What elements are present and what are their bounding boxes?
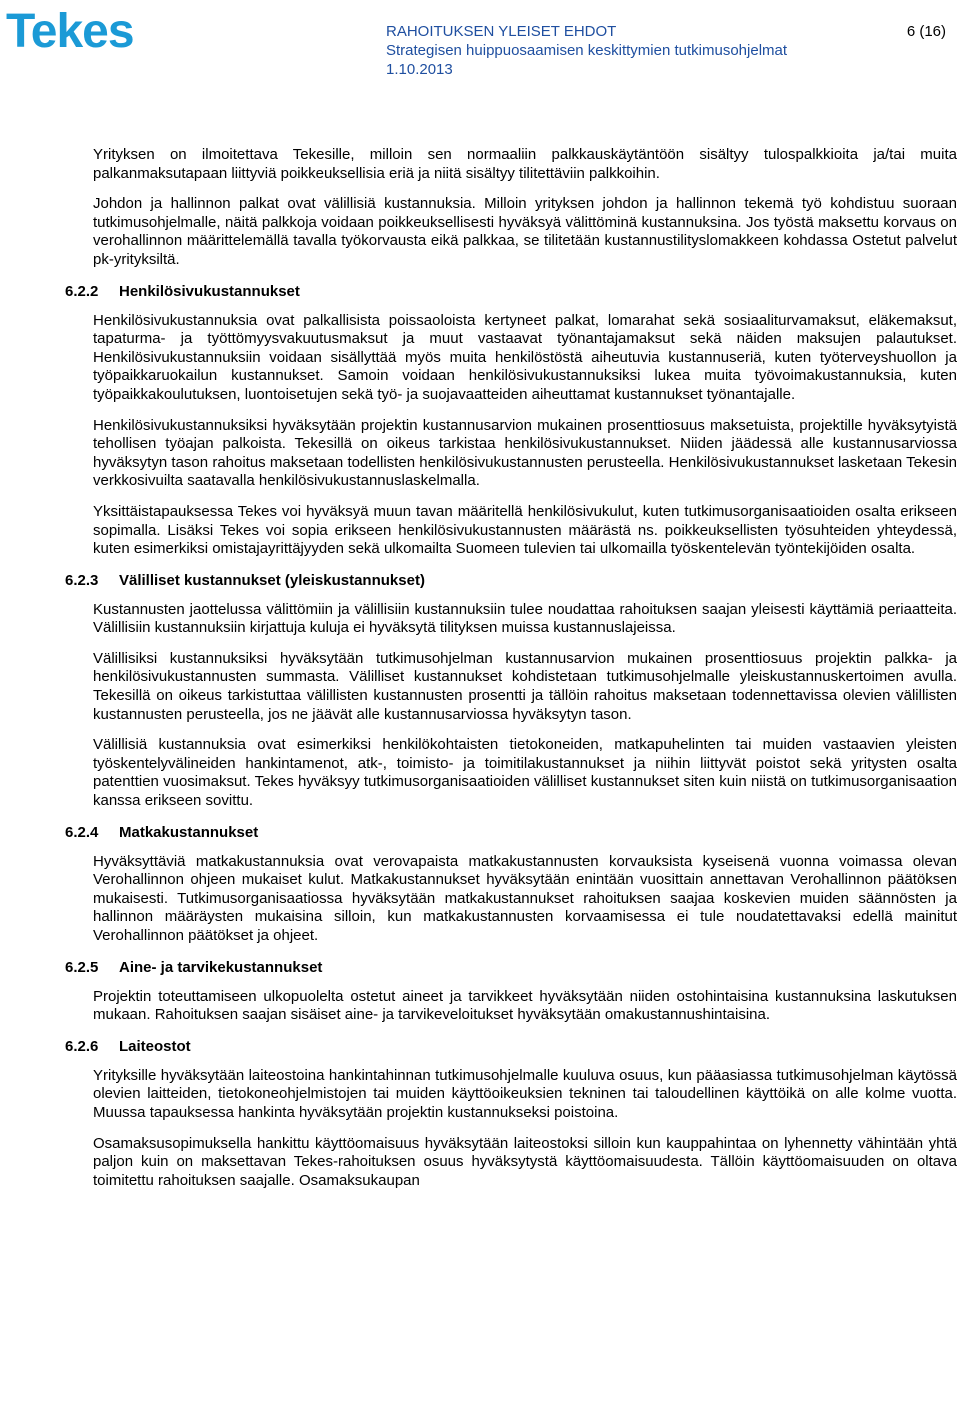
page-number: 6 (16) — [906, 23, 946, 40]
section-number: 6.2.5 — [65, 958, 99, 976]
document-header — [386, 22, 946, 79]
paragraph: Johdon ja hallinnon palkat ovat välillisiä kustannuksia. Milloin yrityksen johdon ja hallinnon tekemä työ kohdistuu suoraan tutkimusohjelmalle, näitä palkkoja voidaan poikkeuksellisesti hyväksyä välittöminä kustannuksina. Jos työstä maksettu korvaus on verohallinnon määrittelemällä tavalla työkorvausta eikä palkkaa, se tilitetään kustannustilityslomakkeen kohdassa Ostetut palvelut pk-yrityksiltä. — [93, 195, 957, 268]
paragraph: Kustannusten jaottelussa välittömiin ja välillisiin kustannuksiin tulee noudattaa rahoituksen saajan yleisesti käyttämiä periaatteita. Välillisiin kustannuksiin kirjattuja kuluja ei hyväksytä tilityksen muissa kustannuslajeissa. — [93, 600, 957, 637]
section-title: Matkakustannukset — [119, 823, 259, 841]
section-title: Välilliset kustannukset (yleiskustannukset) — [119, 571, 425, 589]
section-title: Laiteostot — [119, 1037, 191, 1055]
tekes-logo-text: Tekes — [6, 5, 134, 58]
paragraph: Välillisiä kustannuksia ovat esimerkiksi henkilökohtaisten tietokoneiden, matkapuhelinten tai muiden vastaavien yleisten työskentelyvälineiden hankintamenot, atk-, toimisto- ja toimitilakustannukset ja niihin liittyvät poistot sekä yritysten osalta patenttien vuosimaksut. Tekes hyväksyy tutkimusorganisaatioiden välilliset kustannukset siten kuin niistä on tutkimusorganisaation kanssa erikseen sovittu. — [93, 736, 957, 810]
section-heading-6-2-4 — [65, 823, 960, 843]
paragraph: Välillisiksi kustannuksiksi hyväksytään tutkimusohjelman kustannusarvion mukainen prosenttiosuus projektin palkka- ja henkilösivukustannusten summasta. Välilliset kustannukset kohdistetaan tutkimusohjelmalle yleiskustannuskertoimen avulla. Tekesillä on oikeus tarkistuttaa välillisten kustannusten prosentti ja tällöin rahoitus maksetaan todennettavissa olevien välillisten kustannusten perusteella, jos ne jäävät alle kustannusarviossa hyväksytyn tason. — [93, 649, 957, 723]
section-heading-6-2-5 — [65, 958, 960, 978]
section-number: 6.2.6 — [65, 1037, 99, 1055]
section-heading-6-2-2 — [65, 282, 960, 302]
section-heading-6-2-6 — [65, 1037, 960, 1057]
paragraph: Yrityksille hyväksytään laiteostoina hankintahinnan tutkimusohjelmalle kuuluva osuus, kun pääasiassa tutkimusohjelman käytössä olevien laitteiden, tietokoneohjelmistojen tai muiden käyttöoikeuksien tekninen tai taloudellinen käyttöikä on alle kolme vuotta. Muussa tapauksessa hankinta hyväksytään projektin kustannukseksi poistoina. — [93, 1066, 957, 1121]
paragraph: Osamaksusopimuksella hankittu käyttöomaisuus hyväksytään laiteostoksi silloin kun kauppahintaa on lyhennetty vähintään yhtä paljon kuin on maksettavan Tekes-rahoituksen osuus hyväksytystä käyttöomaisuudesta. Tällöin käyttöomaisuuden on oltava toimitettu rahoituksen saajalle. Osamaksukaupan — [93, 1134, 957, 1189]
section-heading-6-2-3 — [65, 571, 960, 591]
paragraph: Hyväksyttäviä matkakustannuksia ovat verovapaista matkakustannusten korvauksista kyseisenä vuonna voimassa olevan Verohallinnon ohjeen mukaiset kulut. Matkakustannukset hyväksytään enintään vuosittain annettavan Verohallinnon päätöksen mukaisesti. Tutkimusorganisaatiossa hyväksytään matkakustannukset rahoituksen saajaa koskevien muiden säännösten ja hallinnon määräysten mukaisina silloin, kun matkakustannusten korvaamisessa ei tule noudatettavaksi edellä mainitut Verohallinnon päätökset ja ohjeet. — [93, 852, 957, 944]
doc-date: 1.10.2013 — [386, 61, 453, 78]
paragraph: Projektin toteuttamiseen ulkopuolelta ostetut aineet ja tarvikkeet hyväksytään niiden ostohintaisina kustannuksina laskutuksen mukaan. Rahoituksen saajan sisäiset aine- ja tarvikeveloitukset hyväksytään omakustannushintaisina. — [93, 987, 957, 1024]
doc-subtitle: Strategisen huippuosaamisen keskittymien tutkimusohjelmat — [386, 42, 788, 59]
section-number: 6.2.2 — [65, 282, 99, 300]
paragraph: Yksittäistapauksessa Tekes voi hyväksyä muun tavan määritellä henkilösivukulut, kuten tutkimusorganisaatioiden osalta erikseen sopimalla. Lisäksi Tekes voi sopia erikseen henkilösivukustannusten määrästä ns. poikkeuksellisten työsuhteiden yhteydessä, kuten esimerkiksi omistajayrittäjyyden sekä ulkomailta Suomeen tulevien tai ulkomailla työskentelevän työntekijöiden osalta. — [93, 502, 957, 558]
section-title: Aine- ja tarvikekustannukset — [119, 958, 323, 976]
section-number: 6.2.4 — [65, 823, 99, 841]
paragraph: Henkilösivukustannuksia ovat palkallisista poissaoloista kertyneet palkat, lomarahat sekä sosiaaliturvamaksut, eläkemaksut, tapaturma- ja työttömyysvakuutusmaksut ja muut vastaavat työnantajamaksut sekä näiden maksujen palautukset. Henkilösivukustannuksiin voidaan sisällyttää myös muita henkilöstöstä aiheutuvia kustannuseriä, kuten työterveyshuollon ja työpaikkaruokailun kustannukset. Samoin voidaan henkilösivukustannuksiksi lukea muita työvoimakustannuksia, kuten työpaikkakoulutuksen, luontoisetujen sekä työ- ja suojavaatteiden aiheuttamat kustannukset työnantajalle. — [93, 311, 957, 403]
paragraph: Henkilösivukustannuksiksi hyväksytään projektin kustannusarvion mukainen prosenttiosuus maksetuista, projektille hyväksytyistä tehollisen työajan palkoista. Tekesillä on oikeus tarkistaa henkilösivukustannukset. Niiden jäädessä alle kustannusarviossa hyväksytyn tason rahoitus maksetaan todellisten henkilösivukustannusten perusteella. Henkilösivukustannukset lasketaan Tekesin verkkosivuilta saatavalla henkilösivukustannuslaskelmalla. — [93, 416, 957, 490]
paragraph: Yrityksen on ilmoitettava Tekesille, milloin sen normaaliin palkkauskäytäntöön sisältyy tulospalkkioita ja/tai muita palkanmaksutapaan liittyviä poikkeuksellisia eriä ja niitä sisältyy tilitettäviin palkkoihin. — [93, 146, 957, 182]
document-body — [0, 146, 960, 1202]
section-number: 6.2.3 — [65, 571, 99, 589]
tekes-logo — [6, 2, 134, 62]
doc-title: RAHOITUKSEN YLEISET EHDOT — [386, 23, 617, 40]
section-title: Henkilösivukustannukset — [119, 282, 300, 300]
